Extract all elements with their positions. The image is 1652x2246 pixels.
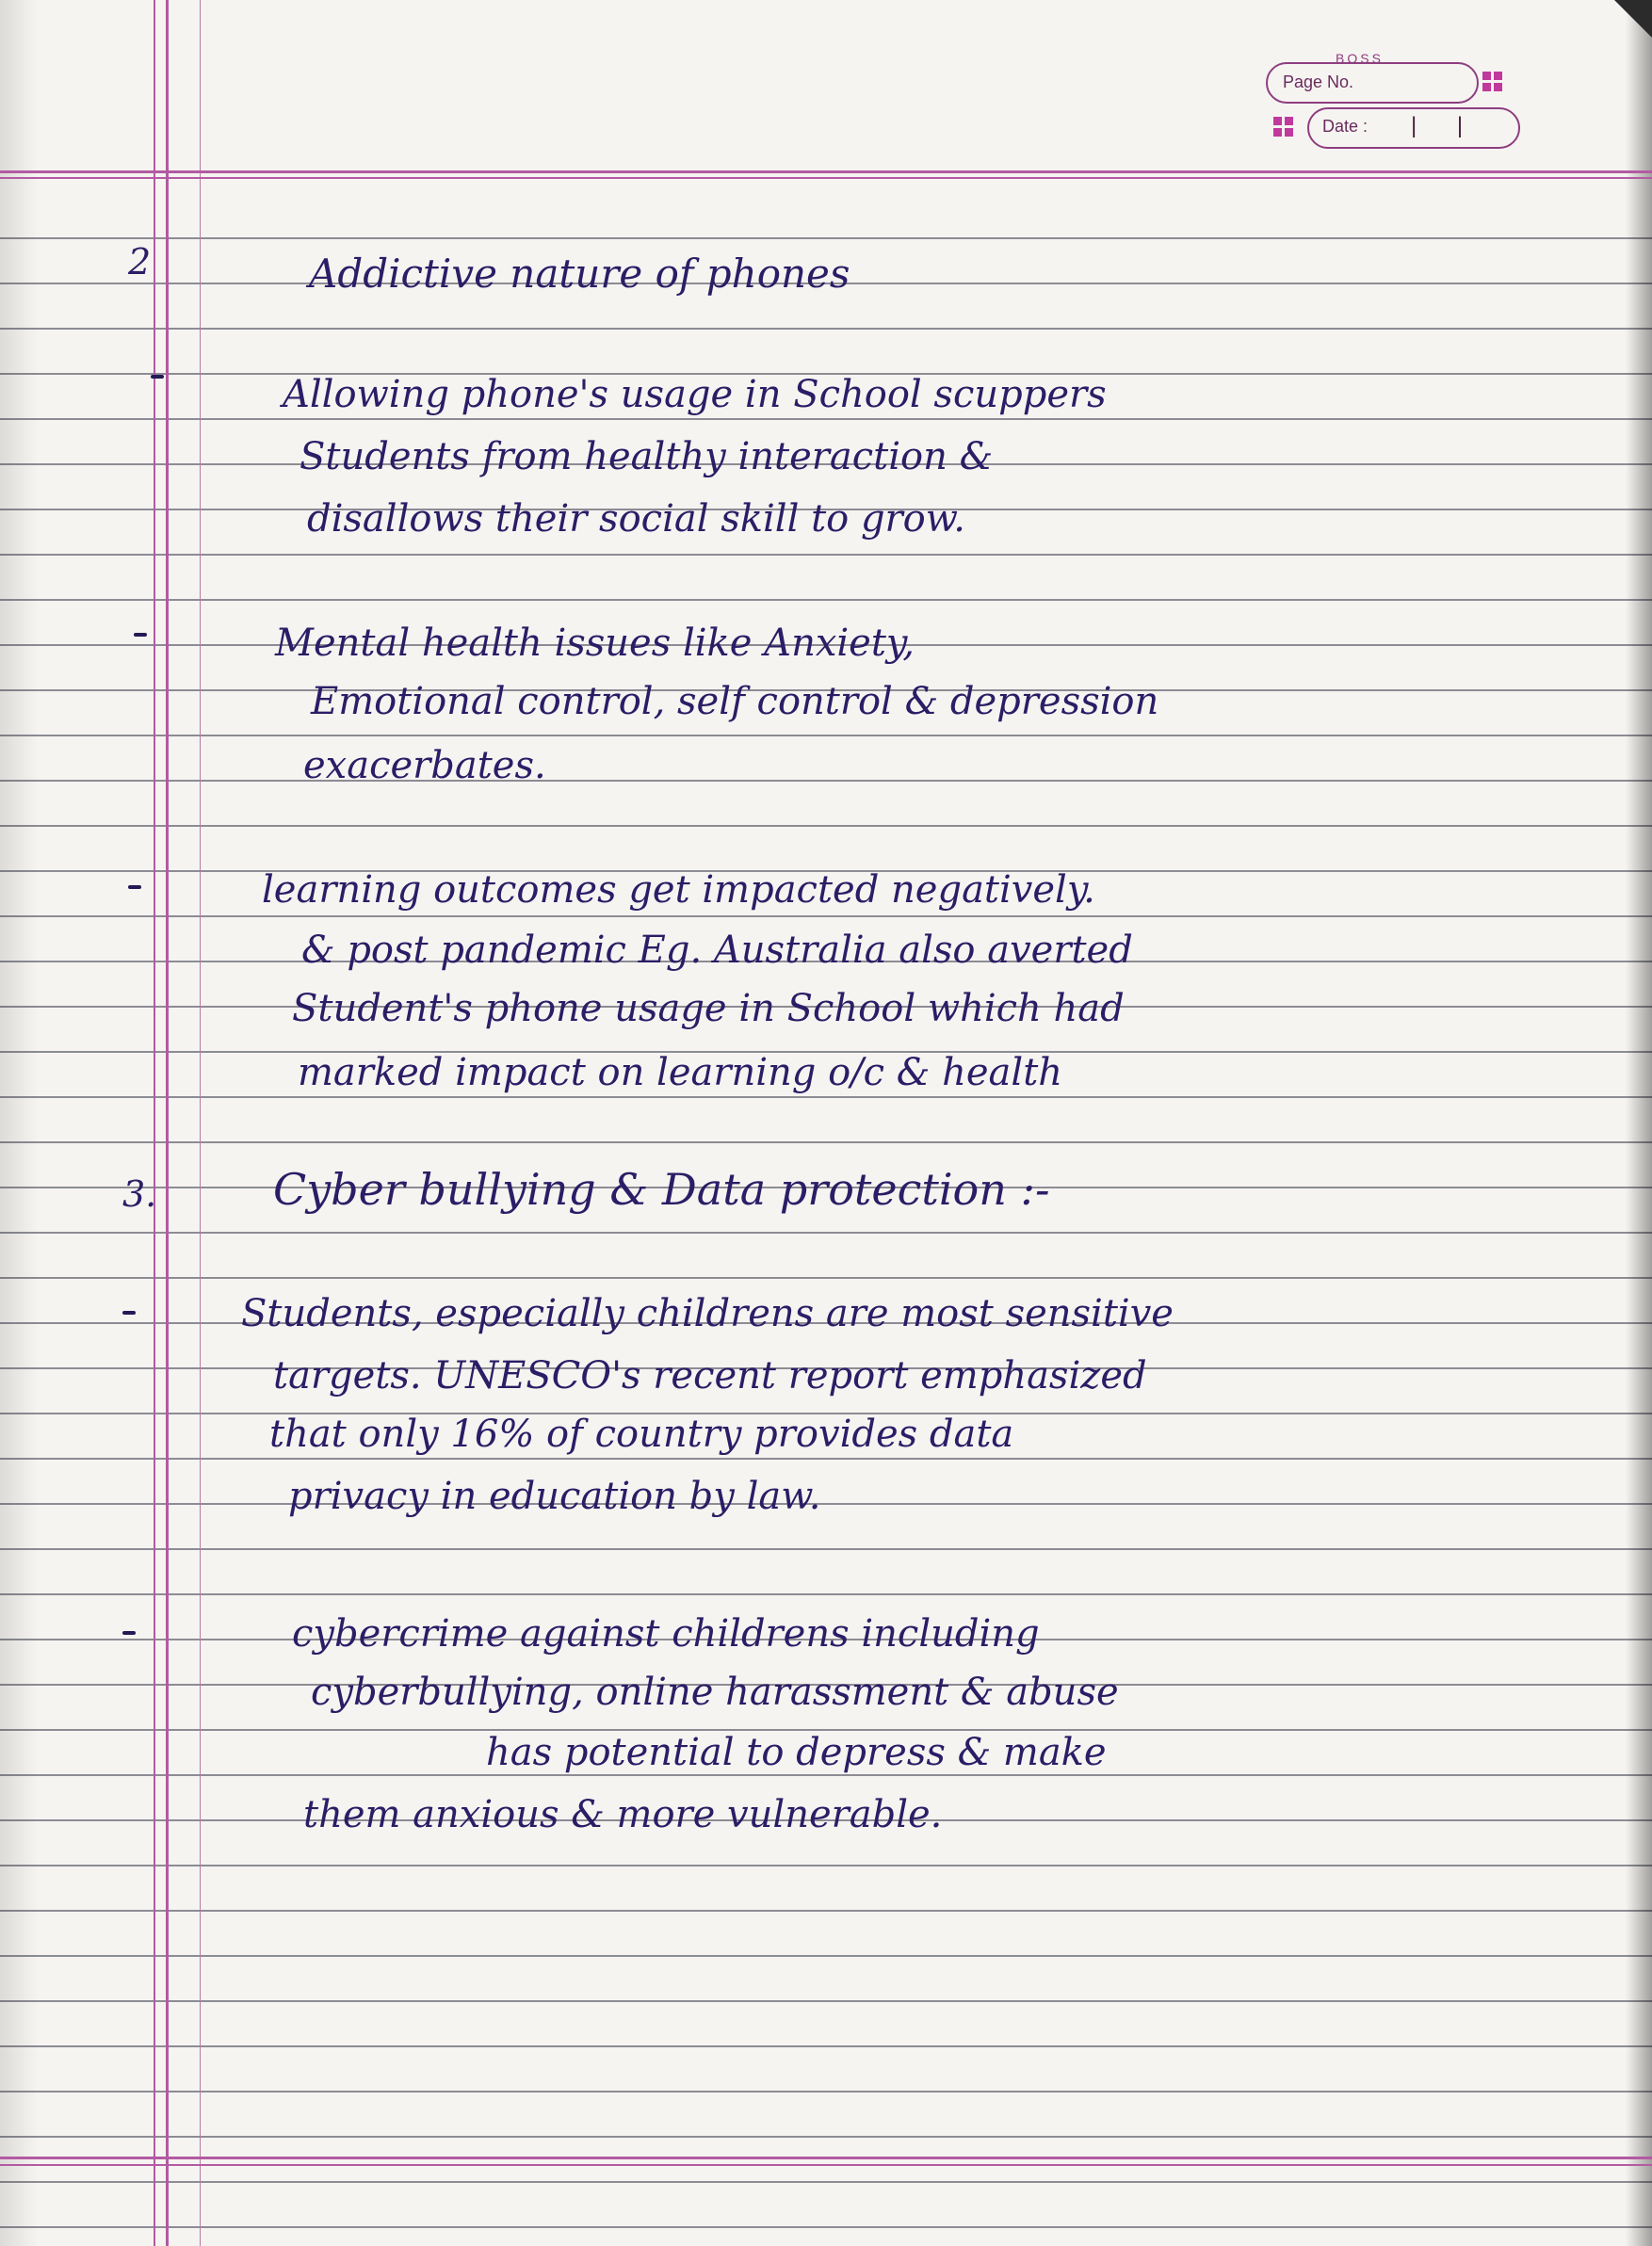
date-label: Date : xyxy=(1322,117,1369,136)
point-line: Student's phone usage in School which had xyxy=(292,987,1125,1030)
point-line: Mental health issues like Anxiety, xyxy=(275,622,915,665)
brand-logo: BOSS xyxy=(1336,51,1384,66)
point-line: marked impact on learning o/c & health xyxy=(298,1051,1063,1094)
date-value: | | xyxy=(1411,113,1481,138)
date-grid-icon xyxy=(1273,117,1294,137)
point-line: & post pandemic Eg. Australia also averted xyxy=(301,929,1133,972)
point-line: Students, especially childrens are most sensitive xyxy=(241,1292,1174,1335)
bullet-dash xyxy=(151,375,164,379)
bullet-dash xyxy=(134,633,147,637)
point-line: privacy in education by law. xyxy=(288,1475,821,1518)
point-line: Emotional control, self control & depression xyxy=(311,680,1159,723)
top-margin-rule-inner xyxy=(0,177,1652,179)
bullet-dash xyxy=(128,885,141,889)
point-line: has potential to depress & make xyxy=(486,1731,1107,1774)
bottom-margin-rule xyxy=(0,2157,1652,2159)
section-heading: Addictive nature of phones xyxy=(309,250,850,297)
point-line: Allowing phone's usage in School scuppers xyxy=(283,373,1107,416)
point-line: them anxious & more vulnerable. xyxy=(303,1793,943,1836)
bottom-margin-rule-inner xyxy=(0,2164,1652,2166)
point-line: exacerbates. xyxy=(303,744,546,787)
brand-grid-icon xyxy=(1482,72,1503,92)
left-margin-line-secondary xyxy=(200,0,201,2246)
page-no-label: Page No. xyxy=(1283,73,1354,91)
section-number: 3. xyxy=(122,1173,157,1215)
section-number: 2 xyxy=(128,241,152,283)
point-line: learning outcomes get impacted negatively. xyxy=(262,868,1095,912)
point-line: cyberbullying, online harassment & abuse xyxy=(311,1671,1119,1714)
point-line: targets. UNESCO's recent report emphasized xyxy=(273,1354,1147,1398)
section-heading: Cyber bullying & Data protection :- xyxy=(273,1164,1050,1215)
point-line: Students from healthy interaction & xyxy=(300,435,994,478)
top-margin-rule xyxy=(0,170,1652,173)
left-margin-line-inner xyxy=(166,0,169,2246)
bullet-dash xyxy=(122,1631,136,1635)
bullet-dash xyxy=(122,1311,136,1315)
point-line: cybercrime against childrens including xyxy=(292,1612,1040,1656)
point-line: that only 16% of country provides data xyxy=(269,1413,1014,1456)
page-edge-shadow xyxy=(1626,0,1652,2246)
point-line: disallows their social skill to grow. xyxy=(307,497,965,541)
left-margin-line xyxy=(154,0,155,2246)
